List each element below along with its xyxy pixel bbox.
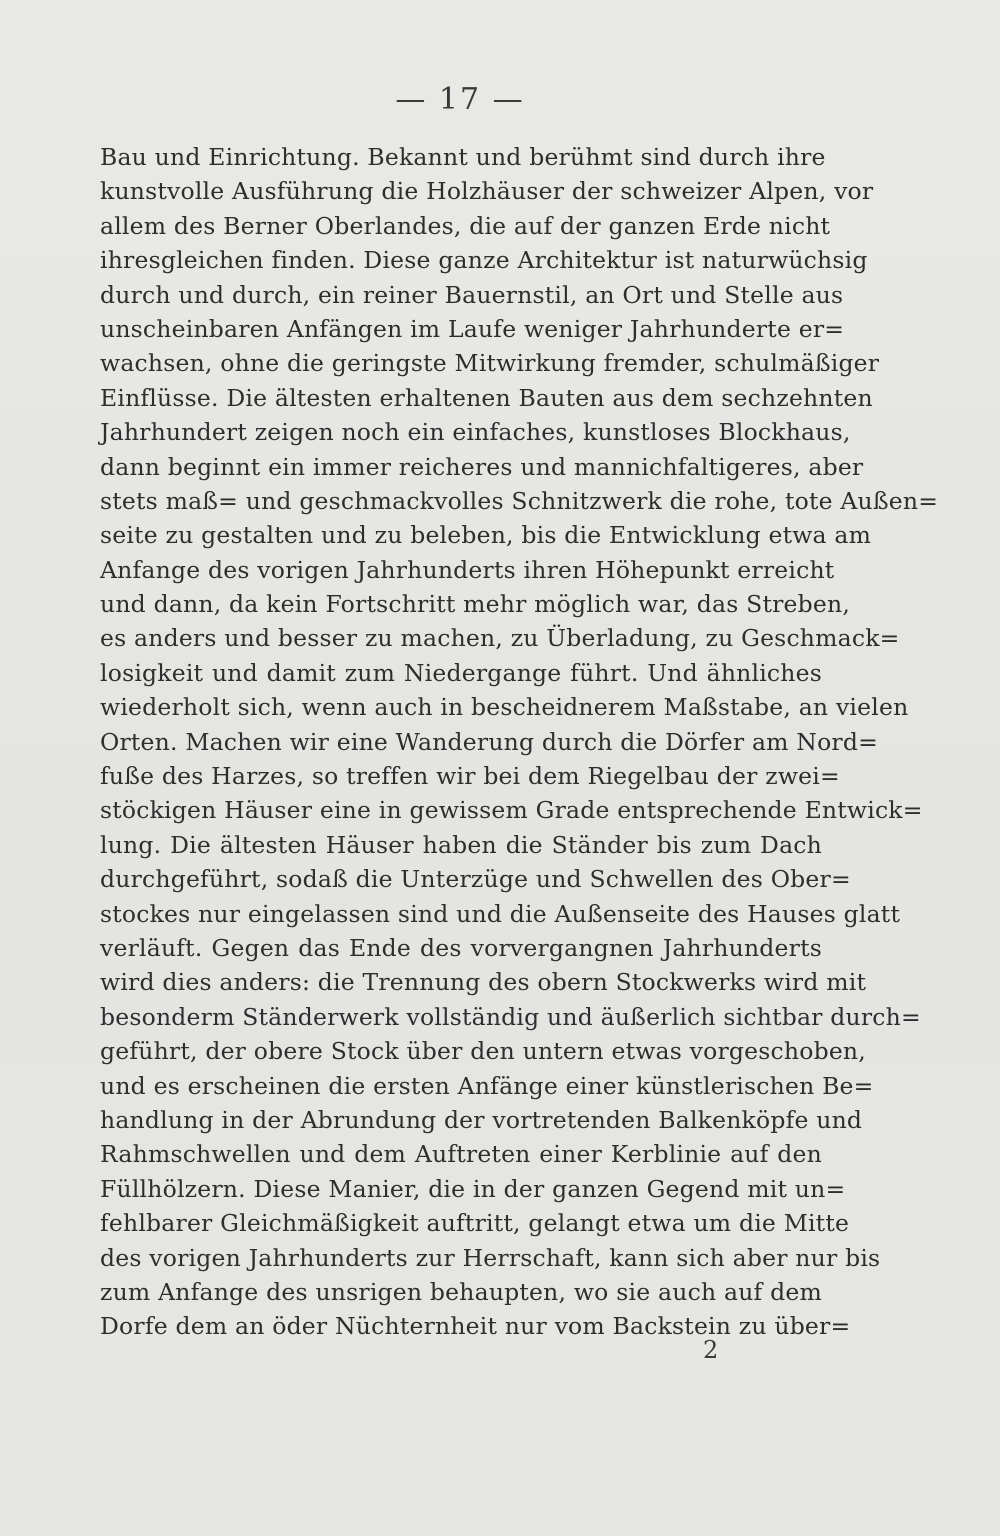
text-line: kunstvolle Ausführung die Holzhäuser der schweizer Alpen, vor <box>100 177 874 206</box>
text-line: Anfange des vorigen Jahrhunderts ihren Höhepunkt erreicht <box>100 555 835 584</box>
text-line: stets maß= und geschmackvolles Schnitzwerk die rohe, tote Außen= <box>100 486 939 515</box>
text-line: Bau und Einrichtung. Bekannt und berühmt sind durch ihre <box>100 143 826 171</box>
text-line: wird dies anders: die Trennung des obern Stockwerks wird mit <box>100 968 867 997</box>
text-line: Rahmschwellen und dem Auftreten einer Kerblinie auf den <box>100 1140 822 1169</box>
text-line: stockes nur eingelassen sind und die Außenseite des Hauses glatt <box>100 899 901 928</box>
signature-mark: 2 <box>703 1336 719 1364</box>
text-line: durch und durch, ein reiner Bauernstil, an Ort und Stelle aus <box>100 280 844 309</box>
text-line: Orten. Machen wir eine Wanderung durch die Dörfer am Nord= <box>100 727 878 756</box>
text-line: wachsen, ohne die geringste Mitwirkung fremder, schulmäßiger <box>100 349 880 378</box>
text-line: durchgeführt, sodaß die Unterzüge und Schwellen des Ober= <box>100 865 851 894</box>
text-line: des vorigen Jahrhunderts zur Herrschaft, kann sich aber nur bis <box>100 1243 881 1272</box>
text-line: besonderm Ständerwerk vollständig und äußerlich sichtbar durch= <box>100 1002 921 1031</box>
text-line: wiederholt sich, wenn auch in bescheidnerem Maßstabe, an vielen <box>100 693 909 722</box>
text-line: Einflüsse. Die ältesten erhaltenen Bauten aus dem sechzehnten <box>100 383 873 412</box>
text-line: losigkeit und damit zum Niedergange führt. Und ähnliches <box>100 658 822 687</box>
text-line: und dann, da kein Fortschritt mehr möglich war, das Streben, <box>100 590 850 619</box>
text-line: dann beginnt ein immer reicheres und mannichfaltigeres, aber <box>100 452 864 481</box>
text-line: allem des Berner Oberlandes, die auf der ganzen Erde nicht <box>100 211 831 240</box>
text-line: es anders und besser zu machen, zu Überladung, zu Geschmack= <box>100 624 900 653</box>
text-line: und es erscheinen die ersten Anfänge einer künstlerischen Be= <box>100 1071 874 1100</box>
text-line: Dorfe dem an öder Nüchternheit nur vom Backstein zu über= <box>100 1312 851 1341</box>
text-line: fuße des Harzes, so treffen wir bei dem Riegelbau der zwei= <box>100 762 840 791</box>
text-line: geführt, der obere Stock über den untern etwas vorgeschoben, <box>100 1037 866 1066</box>
text-line: fehlbarer Gleichmäßigkeit auftritt, gelangt etwa um die Mitte <box>100 1209 850 1238</box>
text-line: handlung in der Abrundung der vortretenden Balkenköpfe und <box>100 1105 863 1134</box>
text-line: Jahrhundert zeigen noch ein einfaches, kunstloses Blockhaus, <box>100 418 851 447</box>
page-number-header: — 17 — <box>395 82 525 117</box>
text-line: Füllhölzern. Diese Manier, die in der ganzen Gegend mit un= <box>100 1174 846 1203</box>
text-line: unscheinbaren Anfängen im Laufe weniger Jahrhunderte er= <box>100 314 845 343</box>
text-line: seite zu gestalten und zu beleben, bis die Entwicklung etwa am <box>100 521 872 550</box>
body-text <box>100 140 939 1344</box>
text-line: lung. Die ältesten Häuser haben die Ständer bis zum Dach <box>100 830 822 859</box>
text-line: ihresgleichen finden. Diese ganze Architektur ist naturwüchsig <box>100 246 868 275</box>
text-line: verläuft. Gegen das Ende des vorvergangnen Jahrhunderts <box>100 933 822 962</box>
text-line: zum Anfange des unsrigen behaupten, wo sie auch auf dem <box>100 1277 822 1306</box>
text-line: stöckigen Häuser eine in gewissem Grade entsprechende Entwick= <box>100 796 923 825</box>
